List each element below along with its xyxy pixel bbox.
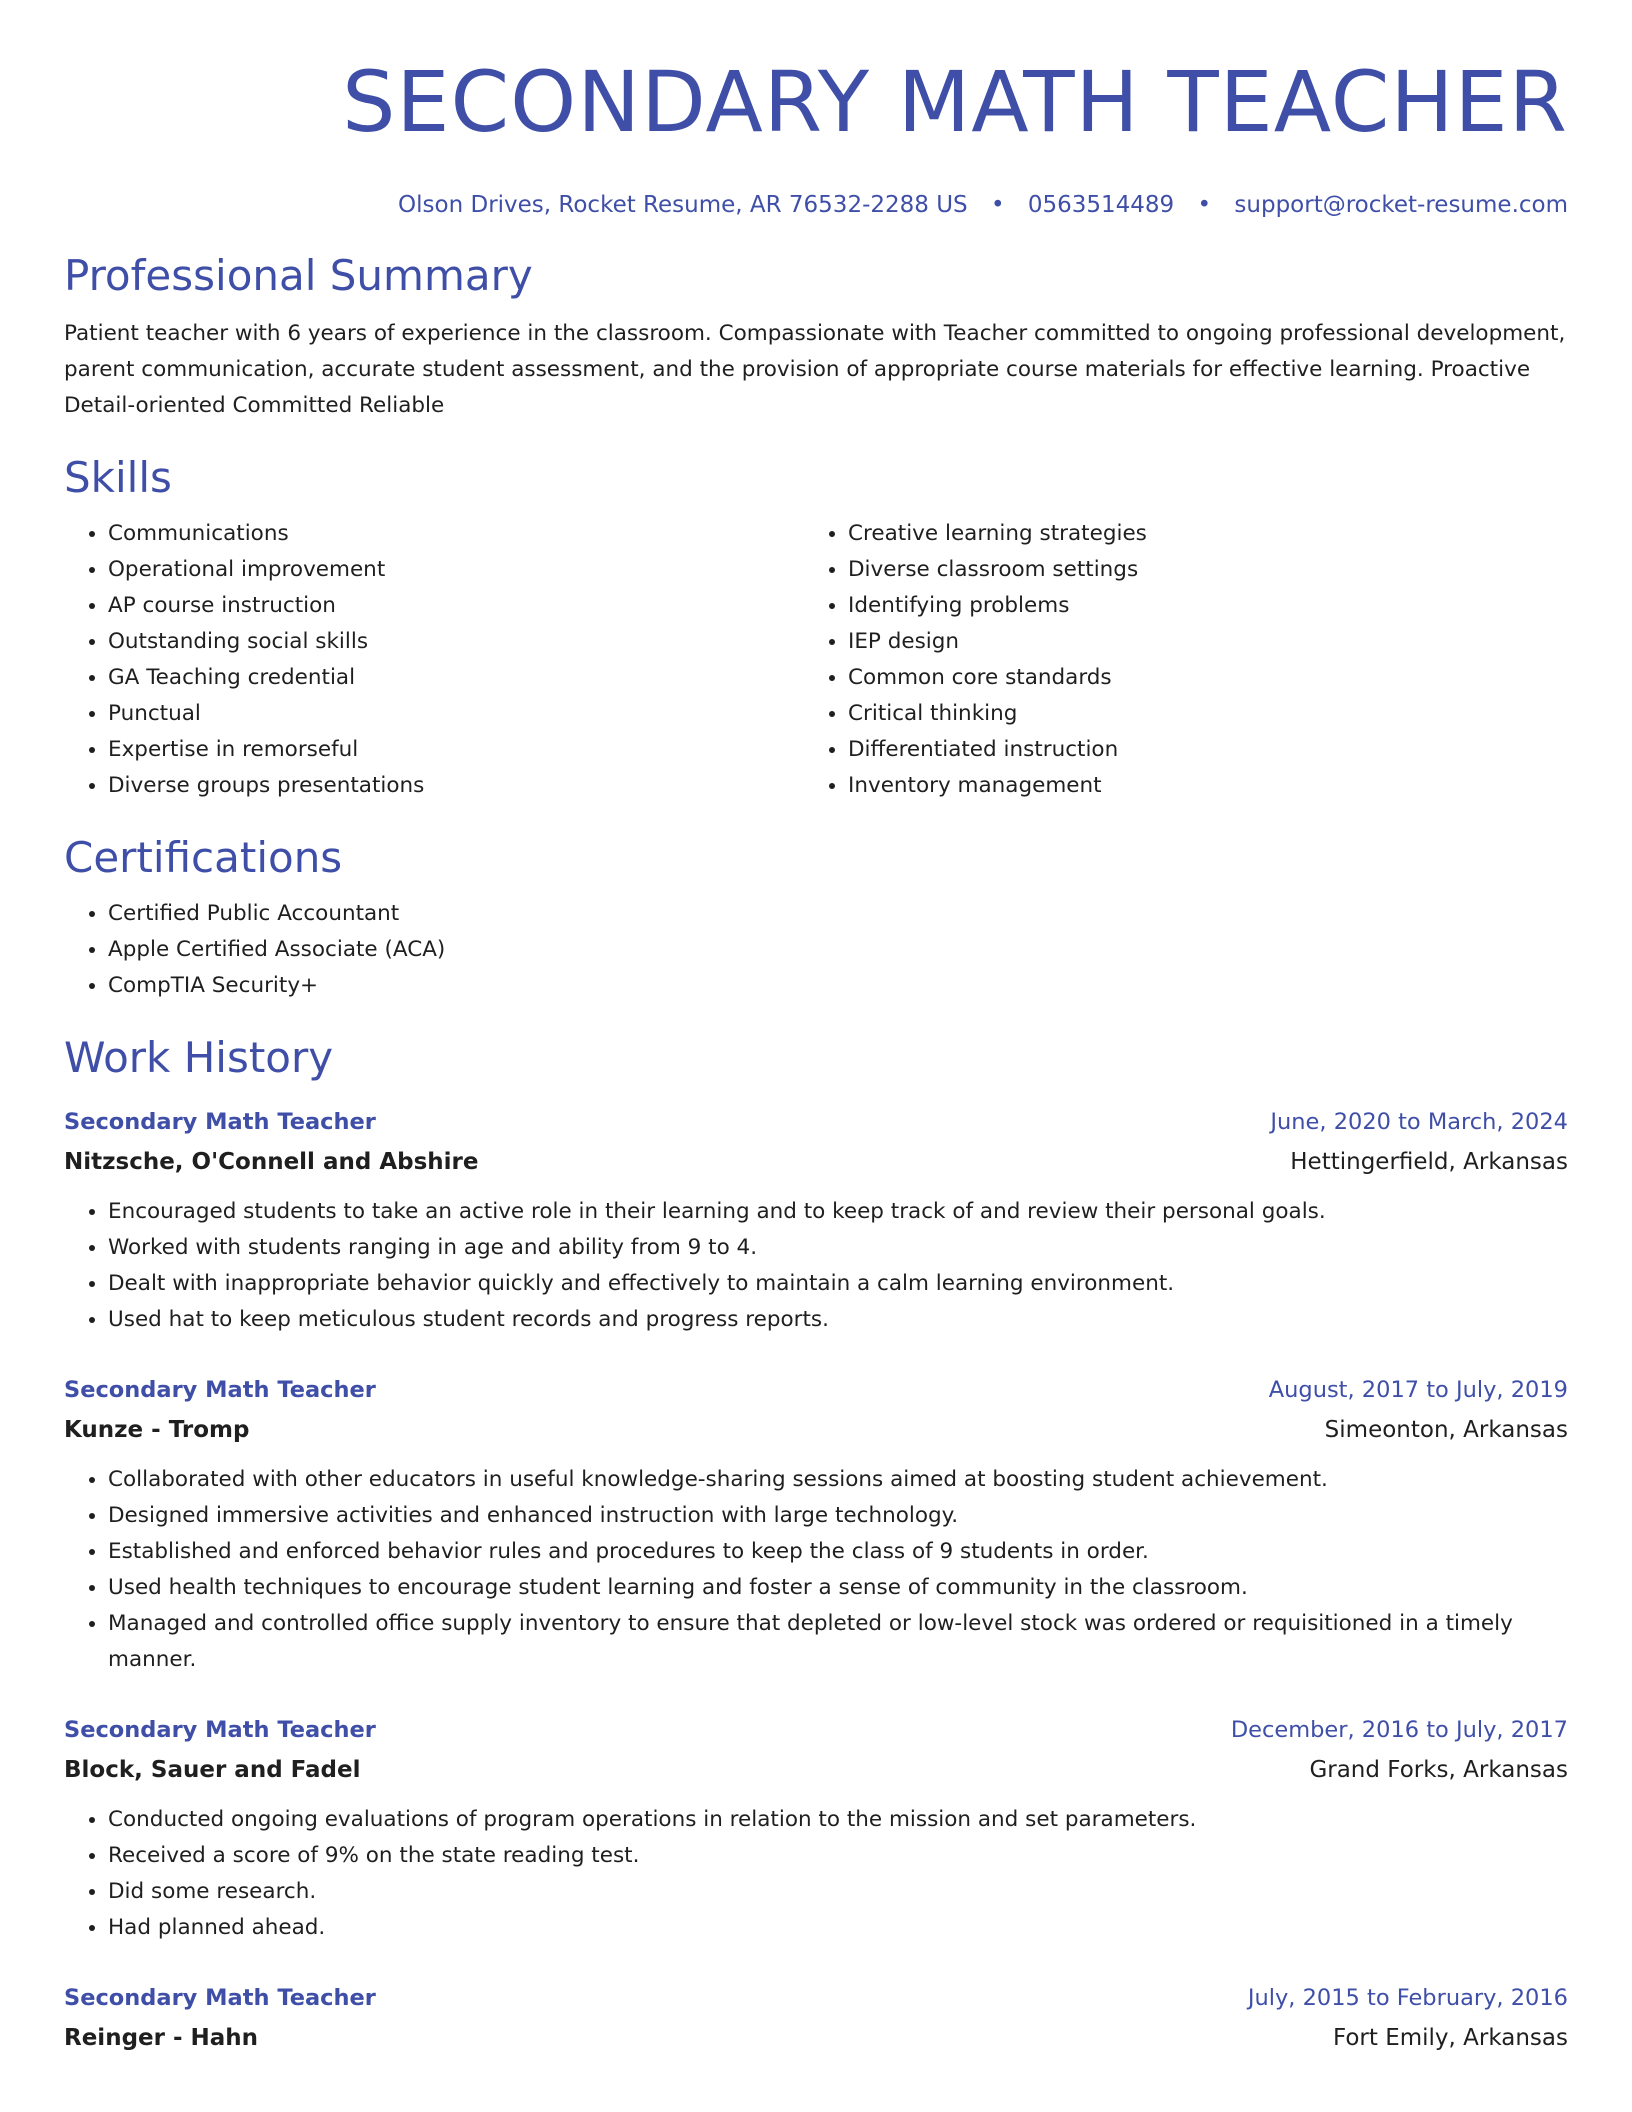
jobs-list (64, 1102, 1568, 2058)
skill-item: • Differentiated instruction (848, 732, 1544, 768)
professional-summary-section (64, 250, 1568, 424)
job-company: Block, Sauer and Fadel (64, 1757, 361, 1783)
job-bullet: • Did some research. (108, 1874, 1568, 1910)
skill-item: • Outstanding social skills (108, 624, 804, 660)
job-company-row (64, 1410, 1568, 1450)
job-title-row (64, 1978, 1568, 2018)
job-title: Secondary Math Teacher (64, 1109, 376, 1135)
job-company-row (64, 1750, 1568, 1790)
contact-line (64, 190, 1568, 220)
job-company-row (64, 1142, 1568, 1182)
certifications-section (64, 832, 1568, 1004)
job-location: Hettingerfield, Arkansas (1290, 1149, 1568, 1175)
job-title: Secondary Math Teacher (64, 1377, 376, 1403)
skills-column-left (64, 516, 804, 804)
certification-item: • CompTIA Security+ (108, 968, 1568, 1004)
job-bullet: • Managed and controlled office supply inventory to ensure that depleted or low-level stock was ordered or requisitioned in a timely manner. (108, 1606, 1568, 1678)
job-title-row (64, 1370, 1568, 1410)
skills-grid (64, 516, 1568, 804)
resume-header (64, 52, 1568, 220)
section-title-certifications: Certifications (64, 833, 343, 882)
job-bullet: • Received a score of 9% on the state reading test. (108, 1838, 1568, 1874)
work-history-section (64, 1032, 1568, 2058)
job-bullets (64, 1462, 1568, 1678)
skill-item: • Creative learning strategies (848, 516, 1544, 552)
job-entry (64, 1978, 1568, 2058)
skills-column-right (804, 516, 1544, 804)
job-dates: August, 2017 to July, 2019 (1268, 1377, 1568, 1403)
section-title-work-history: Work History (64, 1033, 334, 1082)
job-bullet: • Used hat to keep meticulous student records and progress reports. (108, 1302, 1568, 1338)
job-bullet: • Dealt with inappropriate behavior quickly and effectively to maintain a calm learning environment. (108, 1266, 1568, 1302)
job-bullets (64, 1194, 1568, 1338)
section-title-skills: Skills (64, 453, 172, 502)
job-bullet: • Designed immersive activities and enhanced instruction with large technology. (108, 1498, 1568, 1534)
certification-item: • Apple Certified Associate (ACA) (108, 932, 1568, 968)
certification-item: • Certified Public Accountant (108, 896, 1568, 932)
job-bullet: • Had planned ahead. (108, 1910, 1568, 1946)
job-company: Reinger - Hahn (64, 2025, 259, 2051)
contact-phone: 0563514489 (1027, 192, 1175, 218)
job-location: Simeonton, Arkansas (1324, 1417, 1568, 1443)
certifications-list (64, 896, 1568, 1004)
job-title: Secondary Math Teacher (64, 1717, 376, 1743)
contact-email: support@rocket-resume.com (1234, 192, 1568, 218)
skill-item: • Diverse classroom settings (848, 552, 1544, 588)
skills-section (64, 452, 1568, 804)
job-bullet: • Collaborated with other educators in useful knowledge-sharing sessions aimed at boosting student achievement. (108, 1462, 1568, 1498)
job-dates: July, 2015 to February, 2016 (1247, 1985, 1568, 2011)
skill-item: • GA Teaching credential (108, 660, 804, 696)
skill-item: • Expertise in remorseful (108, 732, 804, 768)
skill-item: • Diverse groups presentations (108, 768, 804, 804)
job-entry (64, 1102, 1568, 1338)
contact-address: Olson Drives, Rocket Resume, AR 76532-2288 US (398, 192, 968, 218)
contact-separator: • (1197, 192, 1212, 218)
job-bullet: • Conducted ongoing evaluations of program operations in relation to the mission and set parameters. (108, 1802, 1568, 1838)
job-company: Kunze - Tromp (64, 1417, 250, 1443)
skills-list-right (804, 516, 1544, 804)
contact-separator: • (990, 192, 1005, 218)
skill-item: • Identifying problems (848, 588, 1544, 624)
job-bullet: • Established and enforced behavior rules and procedures to keep the class of 9 students in order. (108, 1534, 1568, 1570)
skill-item: • Inventory management (848, 768, 1544, 804)
job-company-row (64, 2018, 1568, 2058)
skill-item: • Communications (108, 516, 804, 552)
job-dates: June, 2020 to March, 2024 (1270, 1109, 1568, 1135)
job-bullet: • Used health techniques to encourage student learning and foster a sense of community in the classroom. (108, 1570, 1568, 1606)
job-company: Nitzsche, O'Connell and Abshire (64, 1149, 479, 1175)
job-bullet: • Encouraged students to take an active role in their learning and to keep track of and review their personal goals. (108, 1194, 1568, 1230)
job-entry (64, 1710, 1568, 1946)
skill-item: • Operational improvement (108, 552, 804, 588)
job-bullets (64, 1802, 1568, 1946)
skill-item: • AP course instruction (108, 588, 804, 624)
job-dates: December, 2016 to July, 2017 (1230, 1717, 1568, 1743)
skill-item: • Common core standards (848, 660, 1544, 696)
section-title-summary: Professional Summary (64, 251, 533, 300)
summary-text: Patient teacher with 6 years of experience in the classroom. Compassionate with Teacher committed to ongoing professional development, parent communication, accurate student assessment, and the provision of appropriate course materials for effective learning. Proactive Detail-oriented Committed Reliable (64, 321, 1566, 418)
resume-name: SECONDARY MATH TEACHER (342, 53, 1568, 151)
skill-item: • Punctual (108, 696, 804, 732)
job-title: Secondary Math Teacher (64, 1985, 376, 2011)
job-location: Grand Forks, Arkansas (1309, 1757, 1568, 1783)
job-title-row (64, 1710, 1568, 1750)
skill-item: • IEP design (848, 624, 1544, 660)
job-bullet: • Worked with students ranging in age and ability from 9 to 4. (108, 1230, 1568, 1266)
skill-item: • Critical thinking (848, 696, 1544, 732)
job-entry (64, 1370, 1568, 1678)
skills-list-left (64, 516, 804, 804)
job-title-row (64, 1102, 1568, 1142)
job-location: Fort Emily, Arkansas (1332, 2025, 1568, 2051)
